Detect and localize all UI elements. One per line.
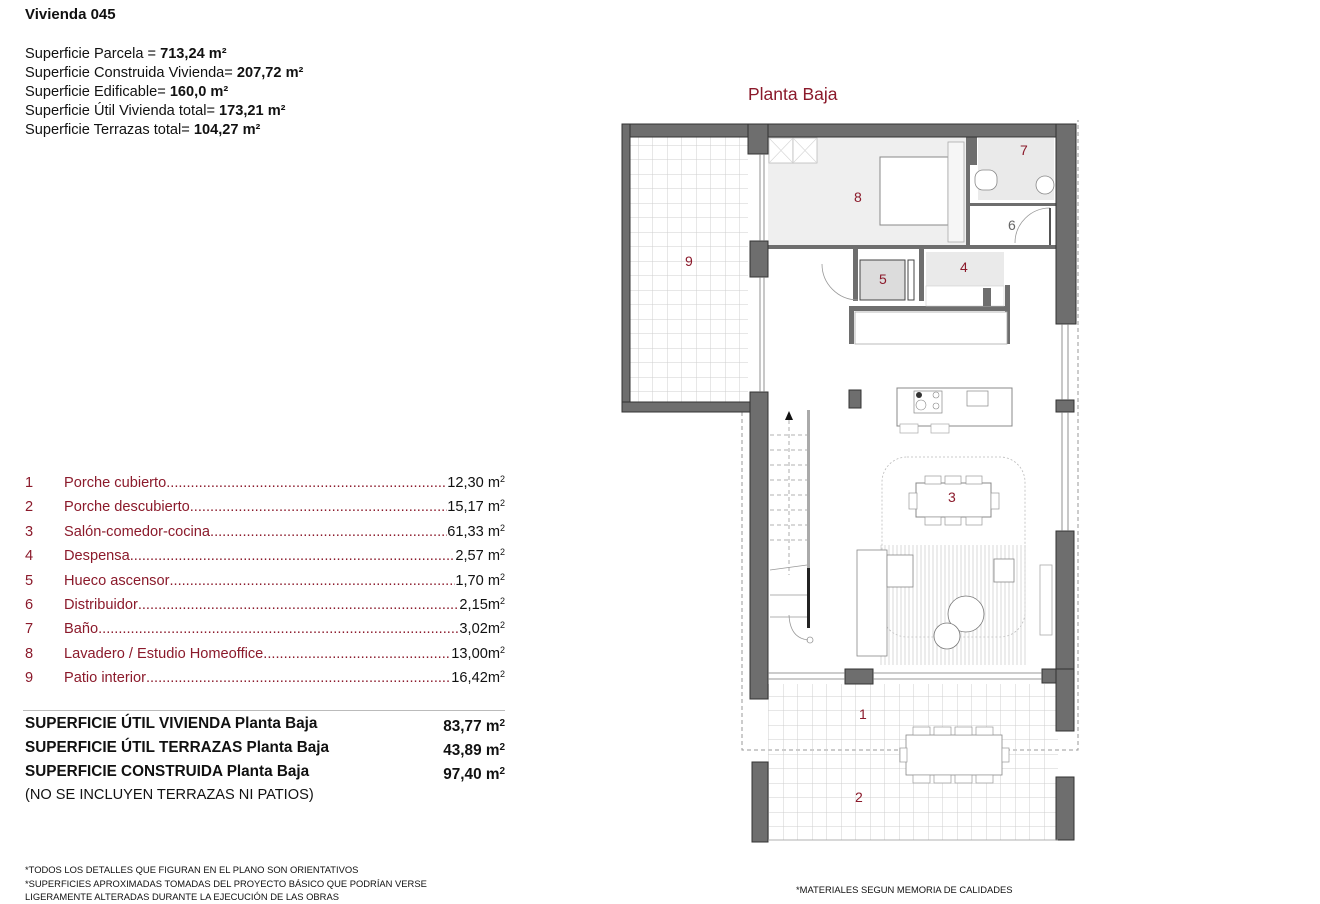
room-legend-row: 6 Distribuidor ..... $2,15m^2$ [25, 591, 505, 615]
room-label-5: 5 [879, 271, 887, 287]
page-title: Vivienda 045 [25, 6, 116, 23]
room-label-9: 9 [685, 253, 693, 269]
bed-icon [880, 157, 948, 225]
room-legend-row: 4 Despensa ..... 2,57 $m^2$ [25, 542, 505, 566]
total-construida: SUPERFICIE CONSTRUIDA Planta Baja 97,40 $m^2$ [25, 763, 505, 783]
room-legend-row: 3 Salón-comedor-cocina ..... 61,33 $m^2$ [25, 518, 505, 542]
door-swing-icon [822, 264, 858, 300]
footnote-materials: *MATERIALES SEGUN MEMORIA DE CALIDADES [796, 884, 1013, 895]
kitchen-counter [855, 312, 1007, 344]
room-legend-row: 2 Porche descubierto ..... 15,17 $m^2$ [25, 493, 505, 517]
stair-up-arrow-icon [785, 411, 793, 420]
kitchen-sink-icon [967, 391, 988, 406]
summary-row-util: Superficie Útil Vivienda total= 173,21 m² [25, 103, 286, 119]
room-legend-row: 1 Porche cubierto ..... 12,30 $m^2$ [25, 469, 505, 493]
room-legend-row: 7 Baño ..... $3,02m^2$ [25, 615, 505, 639]
summary-row-construida: Superficie Construida Vivienda= 207,72 m² [25, 65, 304, 81]
summary-row-parcela: Superficie Parcela = 713,24 m² [25, 46, 227, 62]
room-label-7: 7 [1020, 142, 1028, 158]
terrace-table [906, 735, 1002, 775]
toilet-icon [975, 170, 997, 190]
summary-row-edificable: Superficie Edificable= 160,0 m² [25, 84, 229, 100]
room-label-8: 8 [854, 189, 862, 205]
sofa-icon [857, 550, 887, 656]
room-label-3: 3 [948, 489, 956, 505]
total-util-vivienda: SUPERFICIE ÚTIL VIVIENDA Planta Baja 83,77 $m^2$ [25, 715, 505, 735]
sink-icon [1036, 176, 1054, 194]
room-label-1: 1 [859, 706, 867, 722]
armchair-icon [994, 559, 1014, 582]
total-util-terrazas: SUPERFICIE ÚTIL TERRAZAS Planta Baja 43,89 $m^2$ [25, 739, 505, 759]
summary-row-terrazas: Superficie Terrazas total= 104,27 m² [25, 122, 261, 138]
footnotes: *TODOS LOS DETALLES QUE FIGURAN EN EL PLANO SON ORIENTATIVOS *SUPERFICIES APROXIMADAS TOMADAS DEL PROYECTO BÁSICO QUE PODRÍAN VERSE LIGERAMENTE ALTERADAS DURANTE LA EJECUCIÓN DE LAS OBRAS [25, 864, 427, 902]
room-label-2: 2 [855, 789, 863, 805]
room-legend-row: 8 Lavadero / Estudio Homeoffice ..... $13,00m^2$ [25, 640, 505, 664]
totals-note: (NO SE INCLUYEN TERRAZAS NI PATIOS) [25, 787, 314, 803]
staircase [770, 420, 813, 643]
room-legend-row: 5 Hueco ascensor ..... 1,70 $m^2$ [25, 567, 505, 591]
room-label-4: 4 [960, 259, 968, 275]
room-legend-row: 9 Patio interior ..... $16,42m^2$ [25, 664, 505, 688]
plan-title: Planta Baja [748, 84, 838, 104]
room-label-6: 6 [1008, 217, 1016, 233]
